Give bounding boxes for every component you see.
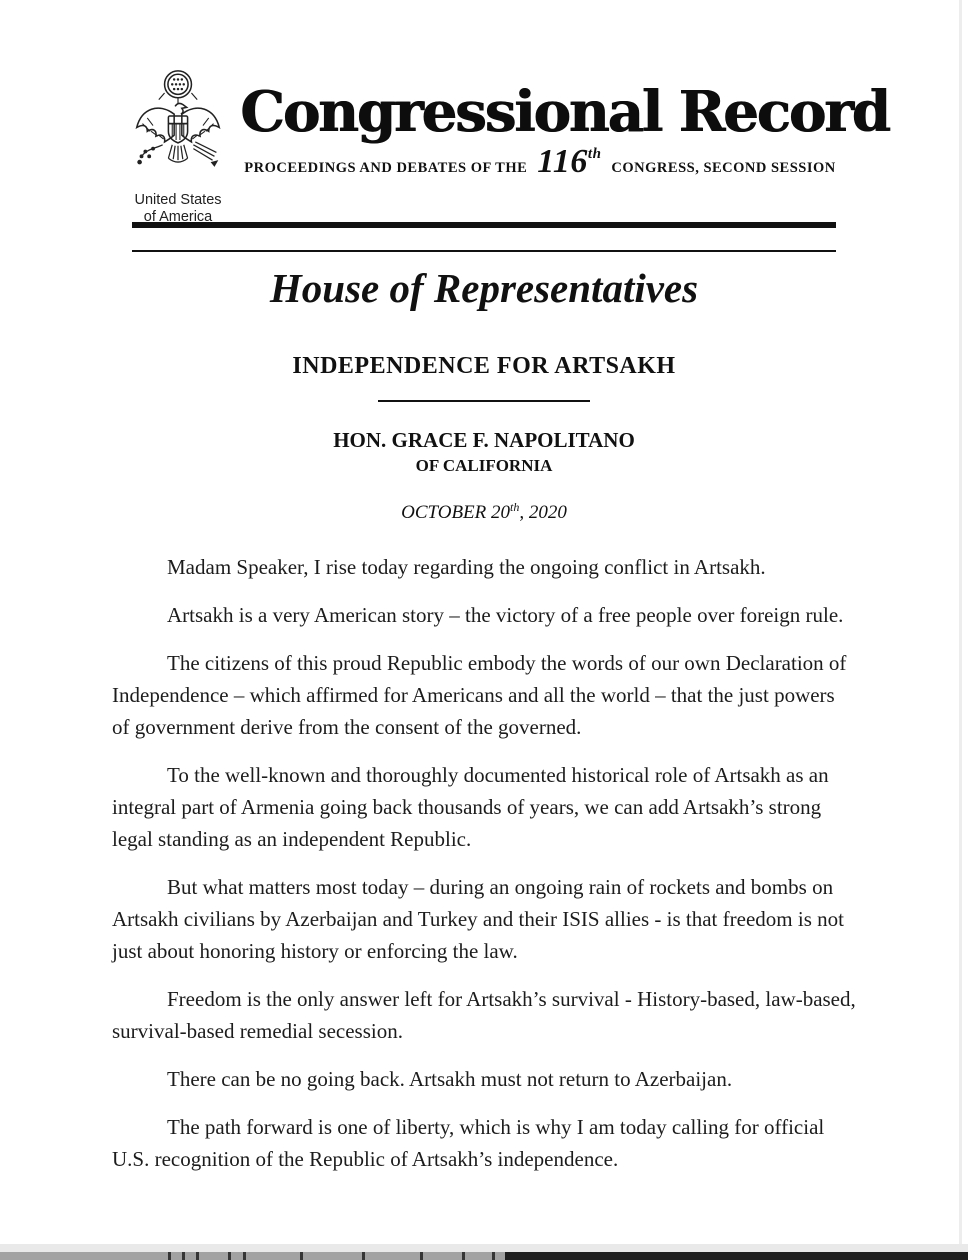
cutoff-glyphs — [228, 1252, 231, 1260]
congress-number: 116th — [537, 143, 602, 180]
masthead — [240, 79, 889, 180]
chamber-heading: House of Representatives — [269, 265, 699, 311]
seal-caption — [124, 192, 232, 226]
speech-paragraph: The path forward is one of liberty, which is why I am today calling for official U.S. recognition of the Republic of Artsakh’s independence. — [112, 1115, 825, 1172]
us-great-seal-icon — [124, 68, 232, 188]
cutoff-glyphs — [462, 1252, 465, 1260]
article-title: INDEPENDENCE FOR ARTSAKH — [292, 353, 676, 380]
date-suffix: , 2020 — [519, 502, 567, 524]
speech-paragraph: Madam Speaker, I rise today regarding the ongoing conflict in Artsakh. — [167, 555, 766, 580]
cutoff-glyphs — [300, 1252, 303, 1260]
next-page-edge-gray — [0, 1252, 505, 1260]
speech-paragraph: There can be no going back. Artsakh must not return to Azerbaijan. — [167, 1067, 733, 1092]
speech-paragraph: Freedom is the only answer left for Artsakh’s survival - History-based, law-based, survival-based remedial secession. — [112, 987, 856, 1044]
page-gap — [0, 1244, 968, 1252]
cutoff-glyphs — [168, 1252, 171, 1260]
speech-paragraph: But what matters most today – during an ongoing rain of rockets and bombs on Artsakh civilians by Azerbaijan and Turkey and their ISIS allies - is that freedom is not just about honoring history or enforcing the law. — [112, 875, 844, 964]
cutoff-glyphs — [182, 1252, 185, 1260]
cutoff-glyphs — [196, 1252, 199, 1260]
next-page-edge — [0, 1252, 968, 1260]
speaker-name: HON. GRACE F. NAPOLITANO — [333, 428, 635, 453]
date-ordinal: th — [510, 500, 520, 515]
title-divider-rule — [378, 400, 590, 402]
cutoff-glyphs — [362, 1252, 365, 1260]
us-seal-block — [124, 68, 232, 226]
scrollbar-track[interactable] — [959, 0, 962, 1245]
speech-body — [112, 551, 856, 1175]
speech-paragraph: The citizens of this proud Republic embody the words of our own Declaration of Independence – which affirmed for Americans and all the world – that the just powers of government derive from the consent of the governed. — [112, 651, 847, 740]
masthead-header — [0, 0, 968, 225]
speech-paragraph: Artsakh is a very American story – the victory of a free people over foreign rule. — [167, 603, 844, 628]
masthead-double-rule — [132, 222, 836, 228]
speaker-state: OF CALIFORNIA — [415, 456, 553, 476]
speech-paragraph: To the well-known and thoroughly documented historical role of Artsakh as an integral part of Armenia going back thousands of years, we can add Artsakh’s strong legal standing as an independent Republic. — [112, 763, 829, 852]
cutoff-glyphs — [243, 1252, 246, 1260]
cutoff-glyphs — [420, 1252, 423, 1260]
publication-title: Congressional Record — [240, 79, 889, 145]
congress-ordinal: th — [587, 146, 602, 162]
date-prefix: OCTOBER 20 — [401, 502, 511, 524]
seal-caption-line1: United States — [134, 192, 222, 208]
proceedings-subtitle — [240, 143, 840, 180]
date-line — [0, 500, 968, 524]
proceedings-prefix: PROCEEDINGS AND DEBATES OF THE — [244, 160, 528, 176]
cutoff-glyphs — [492, 1252, 495, 1260]
next-page-edge-dark — [505, 1252, 968, 1260]
proceedings-suffix: CONGRESS, SECOND SESSION — [611, 160, 836, 176]
section-rule — [132, 250, 836, 252]
seal-caption-line2: of America — [143, 209, 213, 225]
